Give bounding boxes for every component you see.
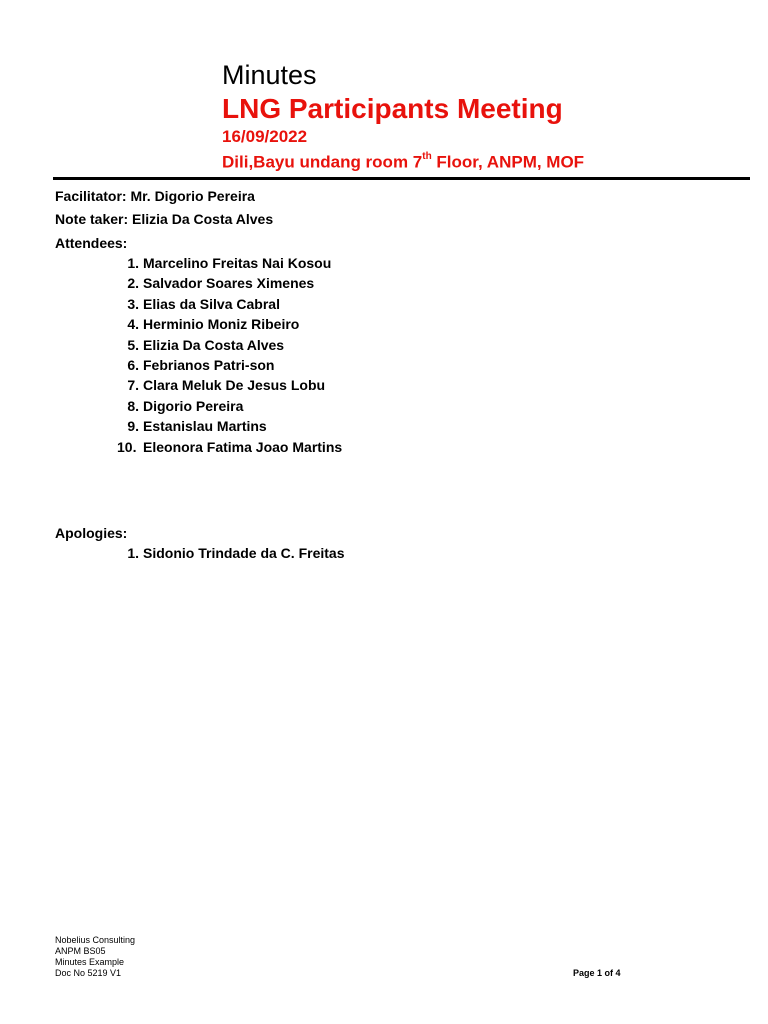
location-superscript: th <box>422 151 432 162</box>
apology-name: Sidonio Trindade da C. Freitas <box>143 545 345 561</box>
list-number: 9. <box>127 418 139 435</box>
list-item <box>55 314 342 334</box>
attendee-name: Elias da Silva Cabral <box>143 295 280 312</box>
location-text: Dili,Bayu undang room 7 <box>222 152 423 172</box>
location-text-rest: Floor, ANPM, MOF <box>431 152 585 172</box>
doc-type: Minutes <box>222 60 317 90</box>
list-number: 3. <box>127 295 139 312</box>
meeting-info <box>55 185 342 457</box>
footer-project: ANPM BS05 <box>55 946 106 956</box>
list-item <box>55 273 342 293</box>
footer-company: Nobelius Consulting <box>55 935 136 945</box>
header-divider <box>53 177 750 180</box>
attendee-name: Salvador Soares Ximenes <box>143 275 315 292</box>
footer-doc-name: Minutes Example <box>55 957 125 967</box>
facilitator: Facilitator: Mr. Digorio Pereira <box>55 188 255 204</box>
apologies-label: Apologies: <box>55 525 128 541</box>
meeting-date: 16/09/2022 <box>222 127 308 146</box>
list-item <box>55 253 342 273</box>
list-number: 10. <box>117 438 137 455</box>
list-item <box>55 543 344 563</box>
note-taker: Note taker: Elizia Da Costa Alves <box>55 211 274 227</box>
attendee-name: Clara Meluk De Jesus Lobu <box>143 377 326 394</box>
list-number: 4. <box>127 316 139 333</box>
attendee-name: Estanislau Martins <box>143 418 267 435</box>
attendee-name: Elizia Da Costa Alves <box>143 336 285 353</box>
attendee-name: Eleonora Fatima Joao Martins <box>143 438 343 455</box>
title-block <box>222 58 584 174</box>
list-item <box>55 355 342 375</box>
list-item <box>55 294 342 314</box>
list-number: 7. <box>127 377 139 394</box>
list-number: 6. <box>127 356 139 373</box>
list-item <box>55 375 342 395</box>
meeting-title: LNG Participants Meeting <box>222 93 563 124</box>
list-number: 2. <box>127 275 139 292</box>
list-number: 1. <box>127 545 139 561</box>
list-number: 1. <box>127 255 139 271</box>
page-number: Page 1 of 4 <box>573 968 621 978</box>
footer-info <box>55 935 135 979</box>
apologies-section <box>55 521 344 563</box>
list-number: 8. <box>127 397 139 414</box>
apologies-list <box>55 543 344 563</box>
list-number: 5. <box>127 336 139 353</box>
attendee-name: Febrianos Patri-son <box>143 356 275 373</box>
list-item <box>55 437 342 457</box>
meeting-location <box>222 148 584 174</box>
list-item <box>55 335 342 355</box>
attendee-name: Digorio Pereira <box>143 397 244 414</box>
attendees-label: Attendees: <box>55 235 128 251</box>
list-item <box>55 416 342 436</box>
list-item <box>55 396 342 416</box>
attendee-name: Marcelino Freitas Nai Kosou <box>143 255 332 271</box>
footer-doc-number: Doc No 5219 V1 <box>55 968 122 978</box>
attendees-list <box>55 253 342 457</box>
attendee-name: Herminio Moniz Ribeiro <box>143 316 300 333</box>
